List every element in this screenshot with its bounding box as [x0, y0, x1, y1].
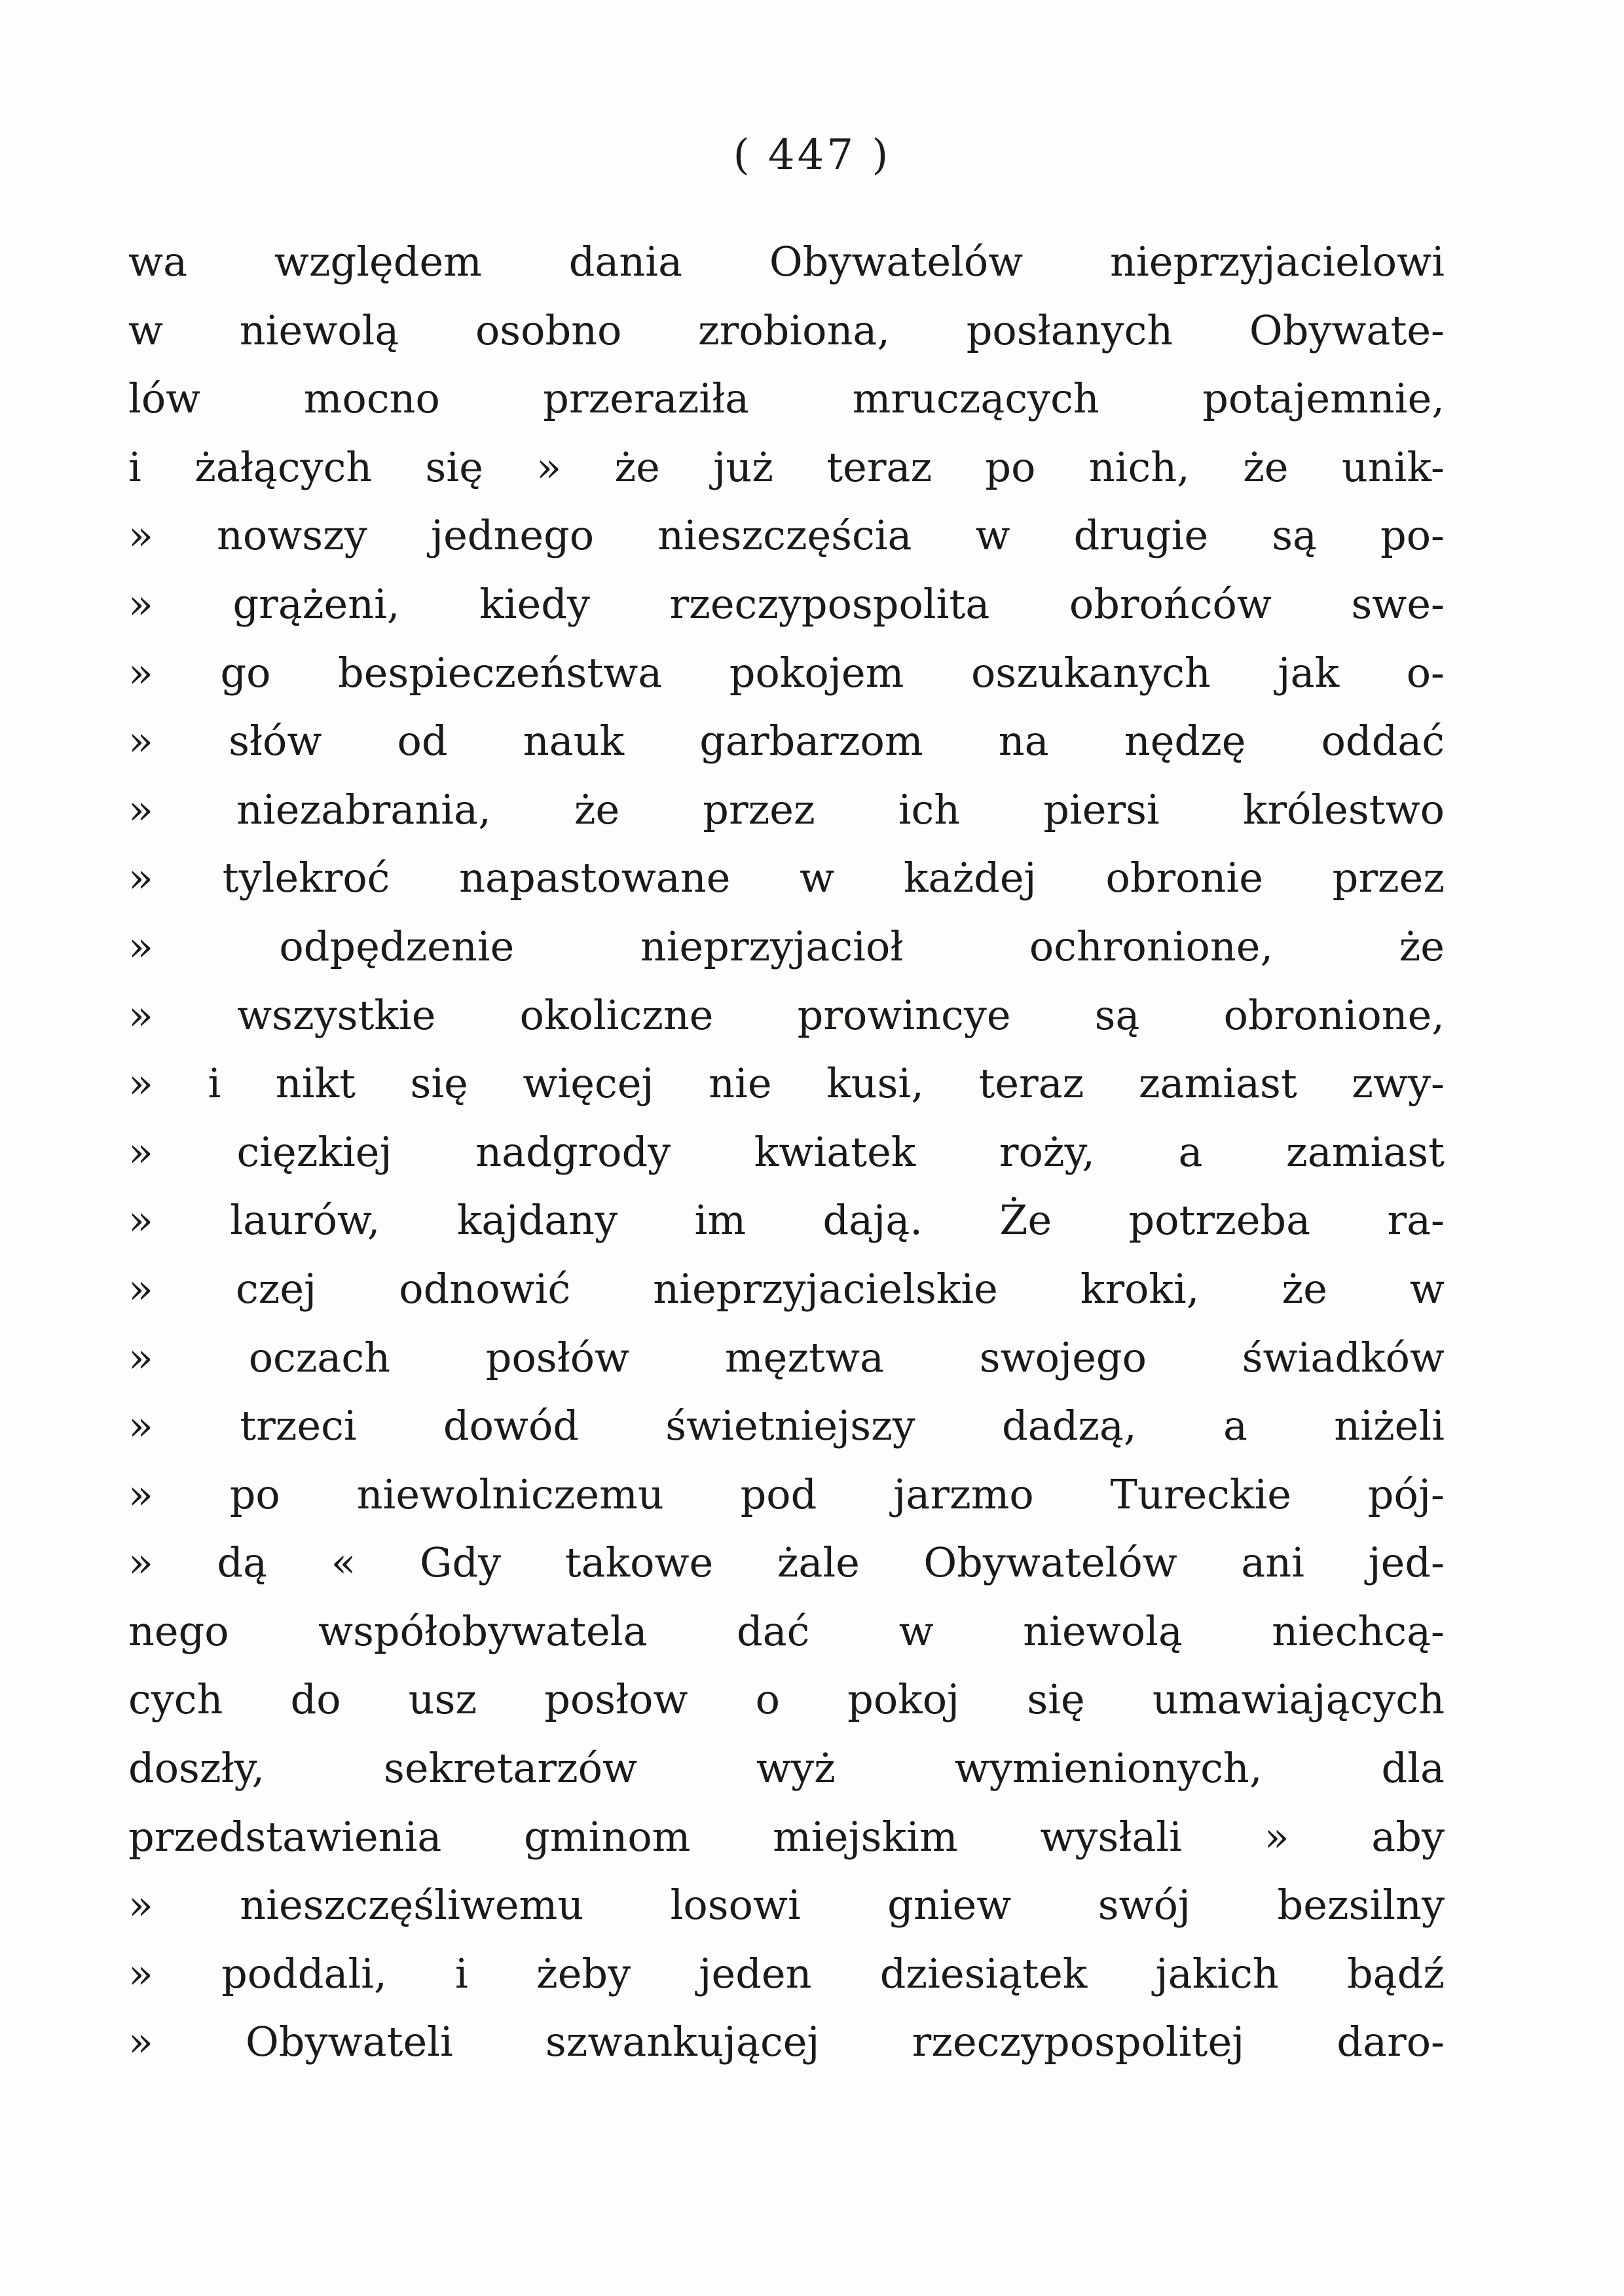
text-line: i żałących się » że już teraz po nich, że unik- — [128, 443, 1445, 491]
text-line: » słów od nauk garbarzom na nędzę oddać — [128, 717, 1445, 765]
text-line: » tylekroć napastowane w każdej obronie przez — [128, 854, 1445, 902]
text-line: » i nikt się więcej nie kusi, teraz zamiast zwy- — [128, 1059, 1445, 1108]
text-line: » odpędzenie nieprzyjacioł ochronione, że — [128, 922, 1445, 970]
text-line: » czej odnowić nieprzyjacielskie kroki, że w — [128, 1264, 1445, 1313]
text-line: nego współobywatela dać w niewolą niechcą- — [128, 1607, 1445, 1655]
text-line: doszły, sekretarzów wyż wymienionych, dla — [128, 1744, 1445, 1793]
text-line: wa względem dania Obywatelów nieprzyjacielowi — [128, 238, 1445, 285]
text-line: przedstawienia gminom miejskim wysłali » aby — [128, 1812, 1445, 1861]
text-line: » trzeci dowód świetniejszy dadzą, a niżeli — [128, 1402, 1445, 1450]
text-line: » laurów, kajdany im dają. Że potrzeba ra- — [128, 1196, 1445, 1245]
page-number: ( 447 ) — [733, 131, 891, 179]
text-line: » po niewolniczemu pod jarzmo Tureckie pój- — [128, 1470, 1445, 1518]
text-line: w niewolą osobno zrobiona, posłanych Obywate- — [128, 306, 1445, 354]
text-line: » Obywateli szwankującej rzeczypospolitej daro- — [128, 2018, 1445, 2066]
text-line: » nieszczęśliwemu losowi gniew swój bezsilny — [128, 1881, 1445, 1929]
text-line: » poddali, i żeby jeden dziesiątek jakich bądź — [128, 1949, 1445, 1997]
text-line: » grążeni, kiedy rzeczypospolita obrońców swe- — [128, 579, 1445, 628]
text-line: » dą « Gdy takowe żale Obywatelów ani jed- — [128, 1539, 1445, 1587]
text-line: » nowszy jednego nieszczęścia w drugie są po- — [128, 511, 1445, 560]
text-line: » cięzkiej nadgrody kwiatek roży, a zamiast — [128, 1127, 1445, 1176]
text-line: lów mocno przeraziła mruczących potajemnie, — [128, 374, 1445, 423]
body-text — [128, 228, 1445, 2077]
text-line: » wszystkie okoliczne prowincye są obronione, — [128, 991, 1445, 1039]
text-line: cych do usz posłow o pokoj się umawiających — [128, 1675, 1445, 1724]
text-line: » go bespieczeństwa pokojem oszukanych jak o- — [128, 648, 1445, 697]
text-line: » niezabrania, że przez ich piersi królestwo — [128, 785, 1445, 833]
text-line: » oczach posłów męztwa swojego świadków — [128, 1333, 1445, 1381]
